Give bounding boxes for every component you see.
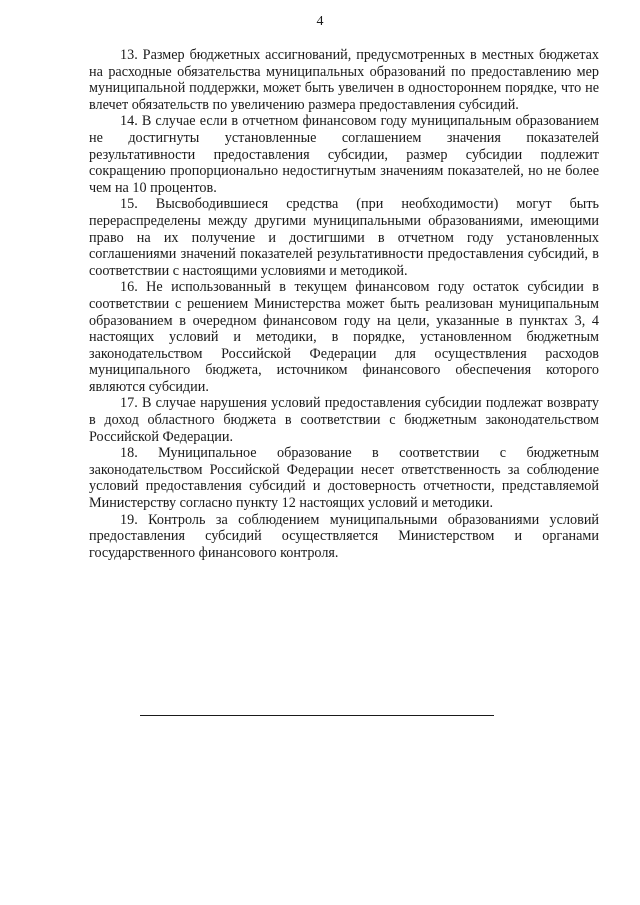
document-body xyxy=(89,47,599,561)
paragraph-15: 15. Высвободившиеся средства (при необходимости) могут быть перераспределены между другими муниципальными образованиями, имеющими право на их получение и достигшими в отчетном году установленных соглашениями значений показателей результативности предоставления субсидий, в соответствии с настоящими условиями и методикой. xyxy=(89,196,599,279)
paragraph-13: 13. Размер бюджетных ассигнований, предусмотренных в местных бюджетах на расходные обязательства муниципальных образований по предоставлению мер муниципальной поддержки, может быть увеличен в одностороннем порядке, что не влечет обязательств по увеличению размера предоставления субсидий. xyxy=(89,47,599,113)
paragraph-18: 18. Муниципальное образование в соответствии с бюджетным законодательством Российской Федерации несет ответственность за соблюдение условий предоставления субсидий и достоверность отчетности, представляемой Министерству согласно пункту 12 настоящих условий и методики. xyxy=(89,445,599,512)
paragraph-14: 14. В случае если в отчетном финансовом году муниципальным образованием не достигнуты установленные соглашением значения показателей результативности предоставления субсидии, размер субсидии подлежит сокращению пропорционально недостигнутым значениям показателей, но не более чем на 10 процентов. xyxy=(89,113,599,196)
paragraph-19: 19. Контроль за соблюдением муниципальными образованиями условий предоставления субсидий осуществляется Министерством и органами государственного финансового контроля. xyxy=(89,511,599,561)
page-number: 4 xyxy=(316,14,324,29)
end-of-document-line xyxy=(140,715,494,716)
paragraph-16: 16. Не использованный в текущем финансовом году остаток субсидии в соответствии с решением Министерства может быть реализован муниципальным образованием в очередном финансовом году на цели, указанные в пунктах 3, 4 настоящих условий и методики, в порядке, установленном бюджетным законодательством Российской Федерации для осуществления расходов муниципального бюджета, источником финансового обеспечения которого являются субсидии. xyxy=(89,279,599,395)
paragraph-17: 17. В случае нарушения условий предоставления субсидии подлежат возврату в доход областного бюджета в соответствии с бюджетным законодательством Российской Федерации. xyxy=(89,395,599,445)
